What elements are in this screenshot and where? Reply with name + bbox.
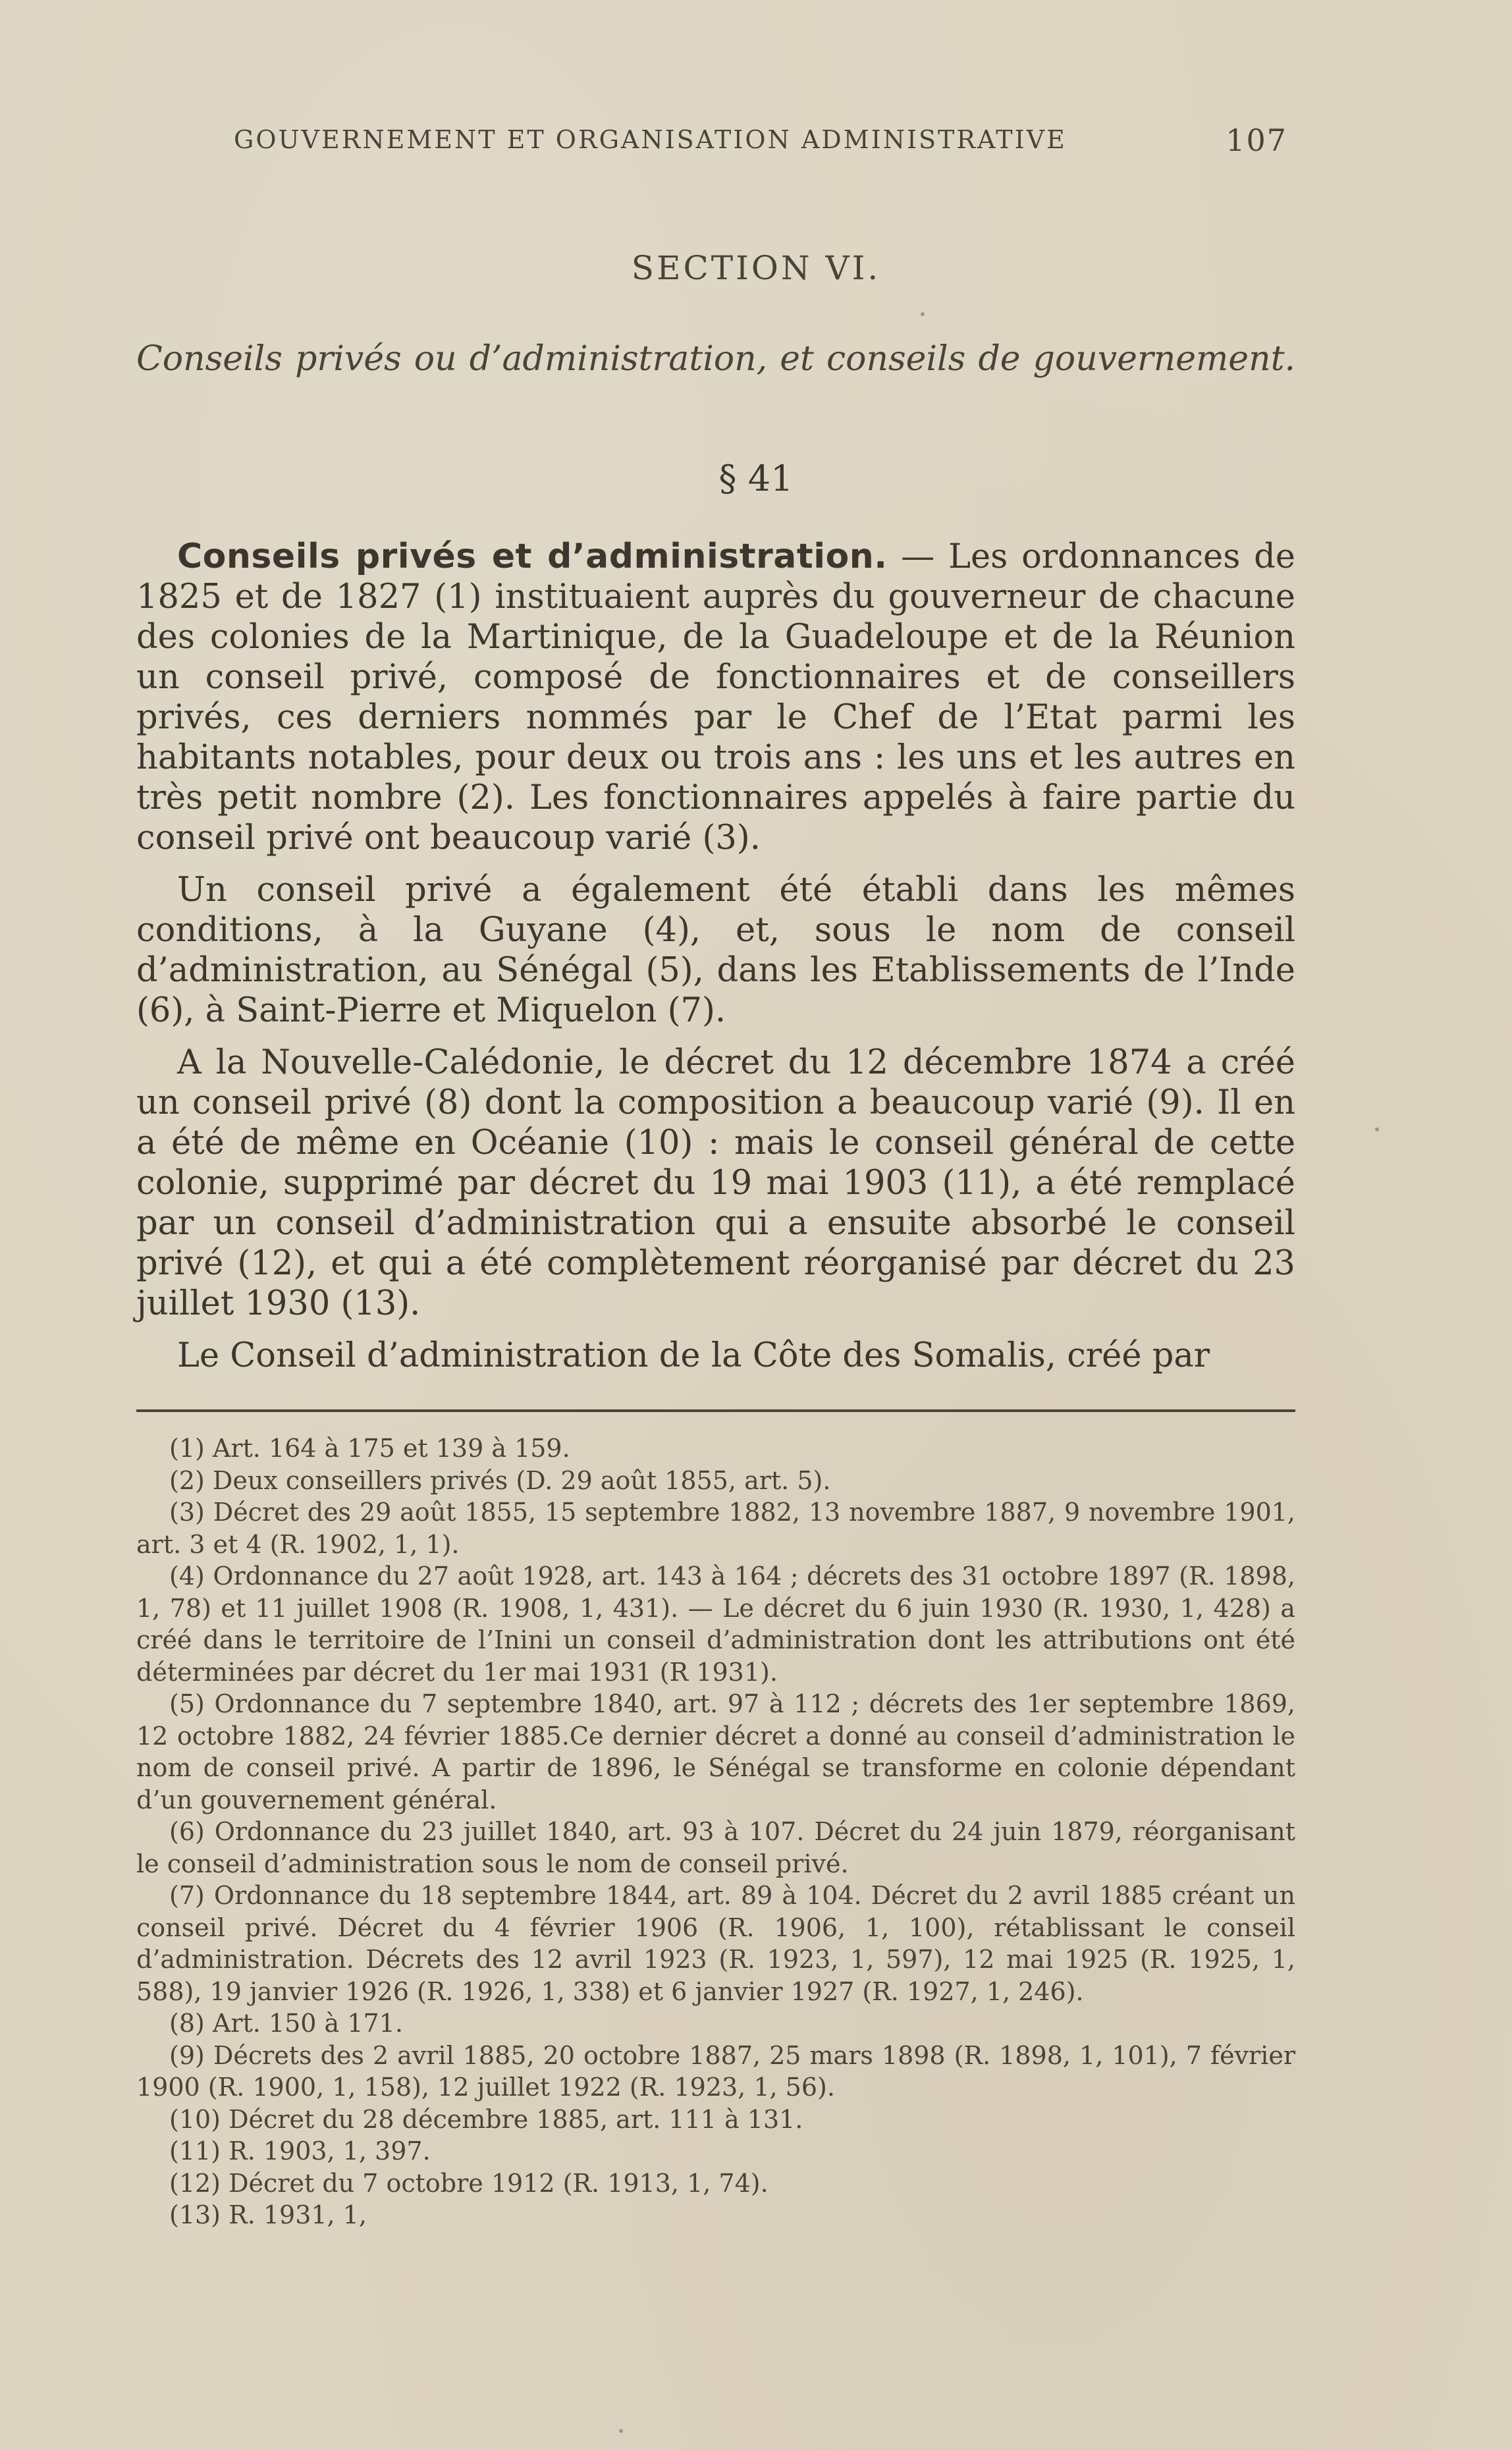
body-paragraph-3: A la Nouvelle-Calédonie, le décret du 12 décembre 1874 a créé un conseil privé (8) dont la composition a beaucoup varié (9). Il en a été de même en Océanie (10) : mais le conseil général de cette colonie, supprimé par décret du 19 mai 1903 (11), a été remplacé par un conseil d’administration qui a ensuite absorbé le conseil privé (12), et qui a été complètement réorganisé par décret du 23 juillet 1930 (13). (136, 1043, 1295, 1323)
footnote-separator (136, 1409, 1295, 1412)
footnotes (136, 1432, 1295, 2231)
footnote: (9) Décrets des 2 avril 1885, 20 octobre 1887, 25 mars 1898 (R. 1898, 1, 101), 7 février 1900 (R. 1900, 1, 158), 12 juillet 1922 (R. 1923, 1, 56). (136, 2040, 1295, 2102)
footnote: (12) Décret du 7 octobre 1912 (R. 1913, 1, 74). (169, 2168, 769, 2198)
footnote: (7) Ordonnance du 18 septembre 1844, art. 89 à 104. Décret du 2 avril 1885 créant un conseil privé. Décret du 4 février 1906 (R. 1906, 1, 100), rétablissant le conseil d’administration. Décrets des 12 avril 1923 (R. 1923, 1, 597), 12 mai 1925 (R. 1925, 1, 588), 19 janvier 1926 (R. 1926, 1, 338) et 6 janvier 1927 (R. 1927, 1, 246). (136, 1881, 1295, 2006)
section-label: SECTION VI. (631, 249, 881, 287)
footnote: (10) Décret du 28 décembre 1885, art. 111 à 131. (169, 2104, 803, 2134)
section-subtitle: Conseils privés ou d’administration, et conseils de gouvernement. (136, 339, 1295, 379)
body-paragraph-1 (136, 537, 1295, 858)
footnote: (4) Ordonnance du 27 août 1928, art. 143 à 164 ; décrets des 31 octobre 1897 (R. 1898, 1, 78) et 11 juillet 1908 (R. 1908, 1, 431). — Le décret du 6 juin 1930 (R. 1930, 1, 428) a créé dans le territoire de l’Inini un conseil d’administration dont les attributions ont été déterminées par décret du 1er mai 1931 (R 1931). (136, 1562, 1295, 1687)
paper-speck (1375, 1128, 1379, 1131)
footnote: (6) Ordonnance du 23 juillet 1840, art. 93 à 107. Décret du 24 juin 1879, réorganisant le conseil d’administration sous le nom de conseil privé. (136, 1817, 1295, 1878)
footnote: (3) Décret des 29 août 1855, 15 septembre 1882, 13 novembre 1887, 9 novembre 1901, art. 3 et 4 (R. 1902, 1, 1). (136, 1498, 1295, 1559)
running-title: GOUVERNEMENT ET ORGANISATION ADMINISTRATIVE (234, 125, 1067, 154)
paragraph-number: § 41 (718, 458, 794, 499)
footnote: (8) Art. 150 à 171. (169, 2009, 403, 2038)
footnote: (2) Deux conseillers privés (D. 29 août 1855, art. 5). (169, 1465, 831, 1495)
footnote: (13) R. 1931, 1, (169, 2200, 367, 2229)
running-head (234, 122, 1287, 165)
footnote: (11) R. 1903, 1, 397. (169, 2137, 431, 2165)
body-paragraph-2: Un conseil privé a également été établi dans les mêmes conditions, à la Guyane (4), et, sous le nom de conseil d’administration, au Sénégal (5), dans les Etablissements de l’Inde (6), à Saint-Pierre et Miquelon (7). (136, 871, 1295, 1030)
paper-speck (921, 312, 925, 316)
lead-heading: Conseils privés et d’administration. (177, 537, 888, 576)
body-text (136, 537, 1295, 1388)
paragraph-1-text: — Les ordonnances de 1825 et de 1827 (1) instituaient auprès du gouverneur de chacune des colonies de la Martinique, de la Guadeloupe et de la Réunion un conseil privé, composé de fonctionnaires et de conseillers privés, ces derniers nommés par le Chef de l’Etat parmi les habitants notables, pour deux ou trois ans : les uns et les autres en très petit nombre (2). Les fonctionnaires appelés à faire partie du conseil privé ont beaucoup varié (3). (136, 537, 1295, 858)
footnote: (5) Ordonnance du 7 septembre 1840, art. 97 à 112 ; décrets des 1er septembre 1869, 12 octobre 1882, 24 février 1885.Ce dernier décret a donné au conseil d’administration le nom de conseil privé. A partir de 1896, le Sénégal se transforme en colonie dépendant d’un gouvernement général. (136, 1689, 1295, 1814)
body-paragraph-4: Le Conseil d’administration de la Côte des Somalis, créé par (177, 1336, 1210, 1375)
paper-speck (619, 2429, 623, 2433)
page-number: 107 (1226, 122, 1287, 158)
footnote: (1) Art. 164 à 175 et 139 à 159. (169, 1434, 570, 1463)
